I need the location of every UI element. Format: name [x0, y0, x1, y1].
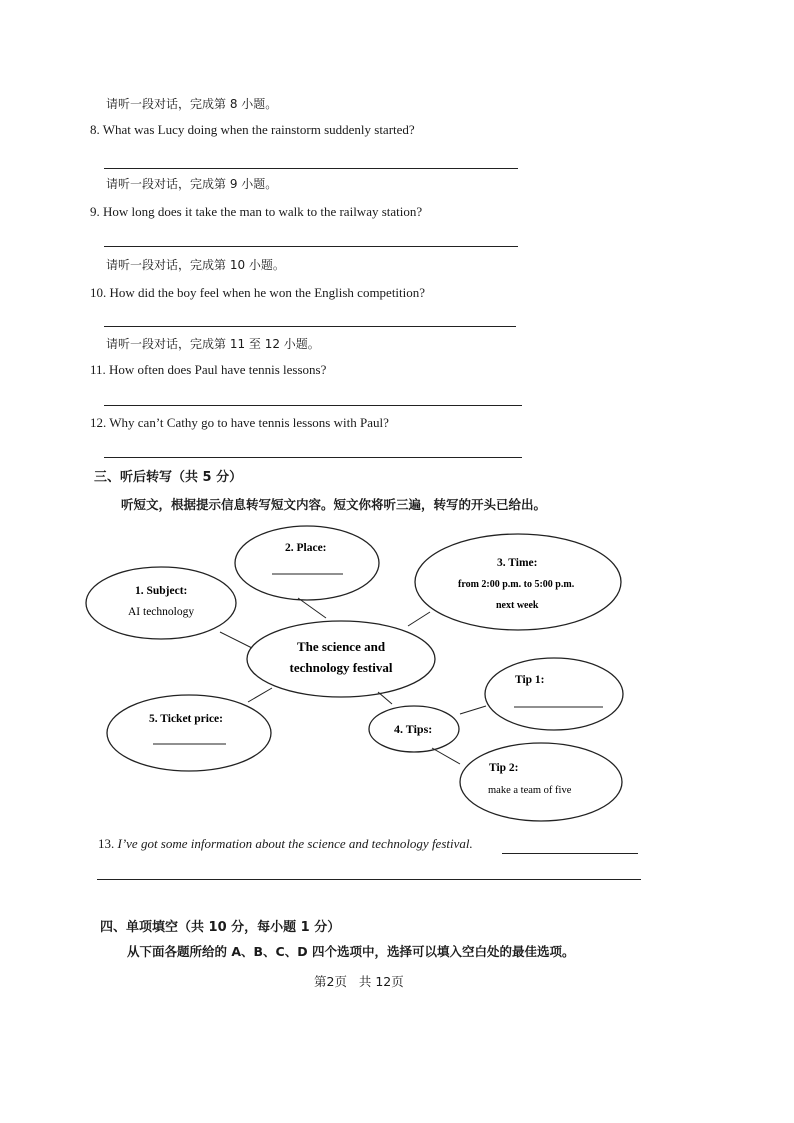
question-text: Why can’t Cathy go to have tennis lessons with Paul? [109, 415, 389, 430]
connector-place [298, 598, 326, 618]
section-4-instruction: 从下面各题所给的 A、B、C、D 四个选项中，选择可以填入空白处的最佳选项。 [127, 944, 575, 959]
place-label: 2. Place: [285, 542, 327, 554]
question-number: 10. [90, 285, 107, 300]
question-13 [98, 836, 473, 852]
answer-line-q13[interactable] [97, 879, 641, 880]
question-text: I’ve got some information about the science and technology festival. [117, 836, 473, 851]
listening-prompt-q8: 请听一段对话，完成第 8 小题。 [106, 97, 278, 111]
listening-prompt-q9: 请听一段对话，完成第 9 小题。 [106, 177, 278, 191]
tip1-label: Tip 1: [515, 674, 545, 686]
section-4-heading: 四、单项填空（共 10 分，每小题 1 分） [100, 920, 341, 935]
page-footer [314, 972, 404, 990]
listening-prompt-q11-12: 请听一段对话，完成第 11 至 12 小题。 [106, 337, 320, 351]
connector-price [248, 688, 272, 702]
section-3-heading: 三、听后转写（共 5 分） [94, 470, 243, 485]
connector-time [408, 612, 430, 626]
tip2-value: make a team of five [488, 785, 572, 796]
question-number: 13. [98, 836, 115, 851]
price-label: 5. Ticket price: [149, 713, 223, 725]
question-number: 9. [90, 204, 100, 219]
listening-prompt-q10: 请听一段对话，完成第 10 小题。 [106, 258, 285, 272]
tip1-bubble [485, 658, 623, 730]
page-total: 共 12页 [358, 974, 404, 989]
time-value: from 2:00 p.m. to 5:00 p.m. [458, 579, 575, 590]
question-number: 12. [90, 415, 107, 430]
connector-subject [220, 632, 252, 648]
tip2-bubble [460, 743, 622, 821]
tip2-label: Tip 2: [489, 762, 519, 774]
tips-label: 4. Tips: [394, 722, 433, 736]
subject-bubble [86, 567, 236, 639]
place-bubble [235, 526, 379, 600]
section-3-instruction: 听短文，根据提示信息转写短文内容。短文你将听三遍，转写的开头已给出。 [121, 497, 547, 512]
time-value-2: next week [496, 600, 539, 611]
connector-tip1 [460, 706, 486, 714]
answer-line-q13-inline[interactable] [502, 853, 638, 854]
question-text: How often does Paul have tennis lessons? [109, 362, 327, 377]
question-text: What was Lucy doing when the rainstorm suddenly started? [102, 122, 415, 137]
center-bubble [247, 621, 435, 697]
center-line-2: technology festival [289, 660, 393, 675]
subject-label: 1. Subject: [135, 585, 188, 597]
center-line-1: The science and [296, 639, 386, 654]
question-number: 11. [90, 362, 106, 377]
subject-value: AI technology [128, 606, 195, 618]
question-text: How long does it take the man to walk to the railway station? [103, 204, 423, 219]
connector-tip2 [432, 748, 460, 764]
page-number: 第2页 [314, 974, 347, 989]
question-number: 8. [90, 122, 100, 137]
question-text: How did the boy feel when he won the English competition? [109, 285, 426, 300]
time-label: 3. Time: [497, 557, 538, 569]
price-bubble [107, 695, 271, 771]
